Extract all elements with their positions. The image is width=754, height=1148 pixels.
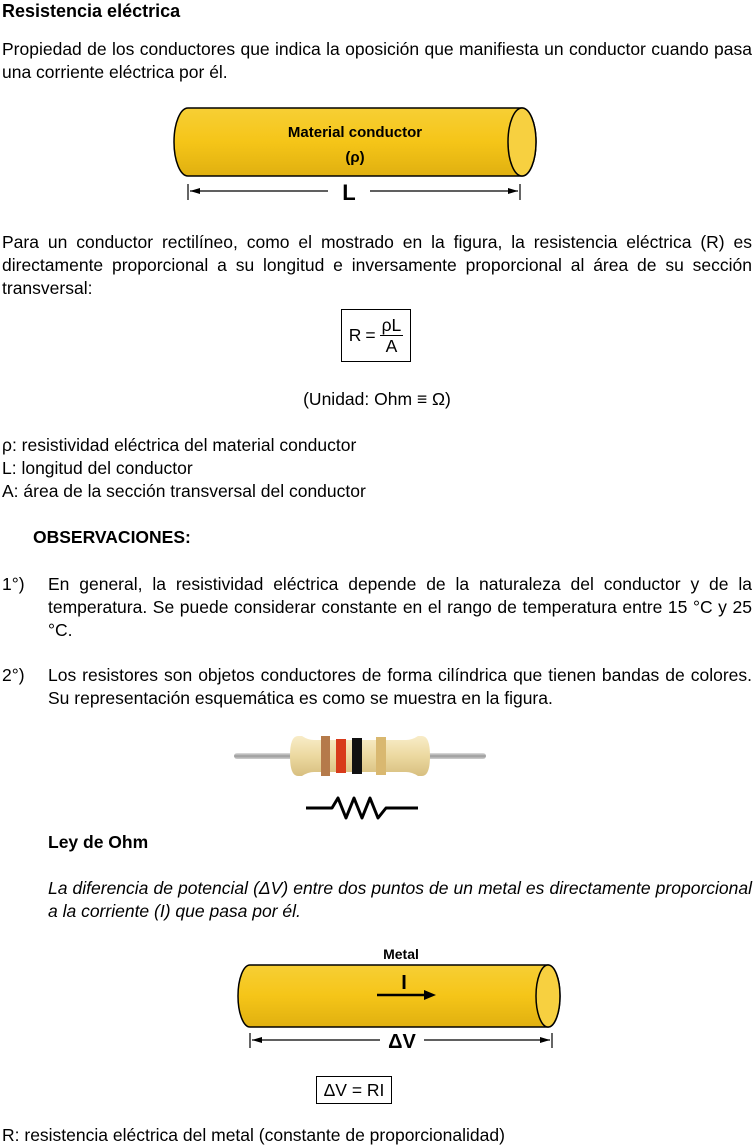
observation-1-number: 1°): [2, 574, 25, 594]
band-2: [336, 739, 346, 773]
metal-label: Metal: [383, 946, 419, 962]
observation-1-text: En general, la resistividad eléctrica depende de la naturaleza del conductor y de la temperatura. Se puede considerar constante en el rango de temperatura entre 15 °C y 25 °C.: [48, 574, 752, 640]
unit-line: (Unidad: Ohm ≡ Ω): [303, 389, 451, 409]
formula-equals: =: [365, 325, 376, 345]
ohm-statement: La diferencia de potencial (ΔV) entre dos puntos de un metal es directamente proporcional a la corriente (I) que pasa por él.: [48, 878, 752, 921]
formula-denominator: A: [385, 336, 398, 356]
intro-paragraph: Propiedad de los conductores que indica la oposición que manifiesta un conductor cuando pasa una corriente eléctrica por él.: [2, 39, 752, 82]
final-definition: R: resistencia eléctrica del metal (constante de proporcionalidad): [2, 1125, 505, 1145]
current-label: I: [401, 972, 407, 994]
band-3: [352, 738, 362, 774]
conductor-figure: [170, 100, 540, 210]
band-1: [321, 736, 330, 776]
observation-2-number: 2°): [2, 665, 25, 685]
metal-figure: [232, 940, 562, 1060]
resistor-figure: [230, 728, 490, 828]
metal-cylinder-end: [536, 965, 560, 1027]
ohm-heading: Ley de Ohm: [48, 832, 149, 852]
definition-rho: ρ: resistividad eléctrica del material conductor: [2, 435, 357, 455]
proportionality-paragraph: Para un conductor rectilíneo, como el mostrado en la figura, la resistencia eléctrica (R) es directamente proporcional a su longitud e inversamente proporcional al área de su sección transversal:: [2, 232, 752, 298]
formula-lhs: R: [348, 325, 362, 345]
definition-area: A: área de la sección transversal del conductor: [2, 481, 366, 501]
rho-label: (ρ): [345, 149, 365, 166]
definition-length: L: longitud del conductor: [2, 458, 193, 478]
formula-numerator: ρL: [381, 315, 402, 335]
resistor-symbol: [306, 798, 418, 818]
cylinder-end: [508, 108, 536, 176]
observations-heading: OBSERVACIONES:: [33, 527, 191, 547]
page-title: Resistencia eléctrica: [2, 1, 181, 21]
material-label: Material conductor: [287, 124, 423, 141]
resistance-formula: [341, 309, 411, 362]
observation-2-text: Los resistores son objetos conductores de forma cilíndrica que tienen bandas de colores. Su representación esquemática es como se muestra en la figura.: [48, 665, 752, 708]
band-4: [376, 737, 386, 775]
length-label: L: [342, 180, 356, 205]
formula-fraction: [380, 315, 404, 356]
ohm-formula: ΔV = RI: [316, 1076, 392, 1104]
voltage-label: ΔV: [388, 1031, 416, 1053]
